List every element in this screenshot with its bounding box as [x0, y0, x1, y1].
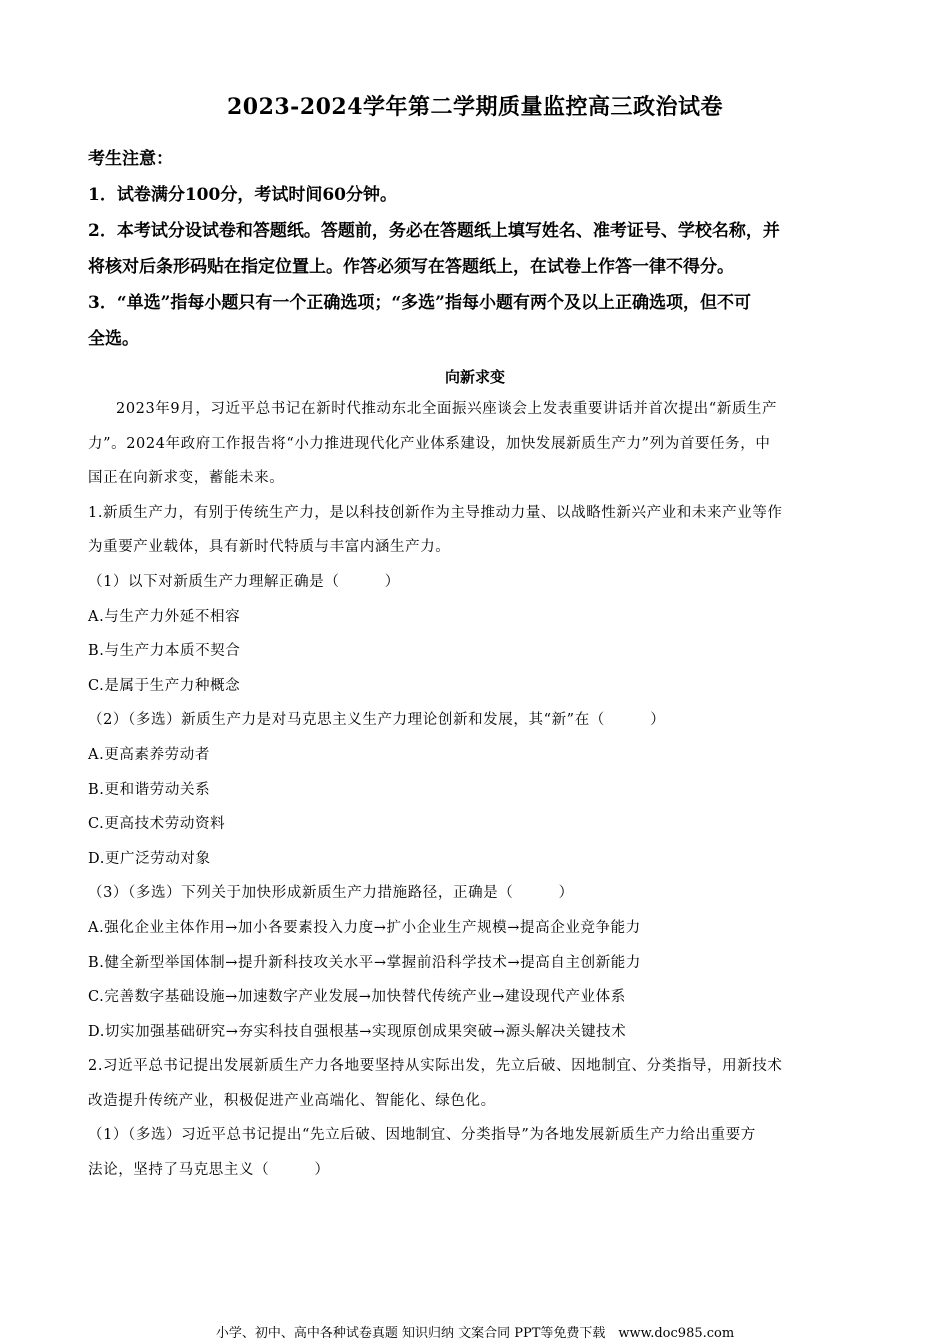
option: C.是属于生产力种概念	[88, 677, 241, 694]
option: A.强化企业主体作用→加小各要素投入力度→扩小企业生产规模→提高企业竞争能力	[88, 919, 641, 936]
subquestion: （1）（多选）习近平总书记提出“先立后破、因地制宜、分类指导”为各地发展新质生产力给出重要方	[88, 1127, 756, 1144]
question-body	[88, 392, 863, 1188]
question-stem: 1.新质生产力，有别于传统生产力，是以科技创新作为主导推动力量、以战略性新兴产业和未来产业等作	[88, 504, 783, 521]
notice-line: 全选。	[88, 329, 139, 349]
notice-line: 3．“单选”指每小题只有一个正确选项；“多选”指每小题有两个及以上正确选项，但不可	[88, 293, 751, 313]
option: A.更高素养劳动者	[88, 746, 210, 763]
option: D.切实加强基础研究→夯实科技自强根基→实现原创成果突破→源头解决关键技术	[88, 1023, 627, 1040]
section-title: 向新求变	[444, 368, 505, 386]
subquestion: （3）（多选）下列关于加快形成新质生产力措施路径，正确是（ ）	[88, 885, 574, 902]
intro-line: 力”。2024年政府工作报告将“小力推进现代化产业体系建设，加快发展新质生产力”列为首要任务，中	[88, 435, 771, 452]
intro-line: 国正在向新求变，蓄能未来。	[88, 470, 285, 487]
page-title: 2023-2024学年第二学期质量监控高三政治试卷	[226, 94, 724, 120]
intro-line: 2023年9月，习近平总书记在新时代推动东北全面振兴座谈会上发表重要讲话并首次提出“新质生产	[116, 401, 778, 417]
subquestion: （2）（多选）新质生产力是对马克思主义生产力理论创新和发展，其“新”在（ ）	[88, 712, 666, 729]
question-stem: 为重要产业载体，具有新时代特质与丰富内涵生产力。	[88, 539, 451, 556]
notice-heading: 考生注意：	[88, 149, 173, 169]
option: B.与生产力本质不契合	[88, 643, 241, 660]
option: B.更和谐劳动关系	[88, 781, 211, 798]
question-stem: 2.习近平总书记提出发展新质生产力各地要坚持从实际出发，先立后破、因地制宜、分类指导，用新技术	[88, 1058, 783, 1075]
exam-notice	[88, 141, 868, 357]
notice-line: 2．本考试分设试卷和答题纸。答题前，务必在答题纸上填写姓名、准考证号、学校名称，并	[88, 221, 780, 241]
notice-line: 1．试卷满分100分，考试时间60分钟。	[88, 185, 397, 205]
footer-ad: 小学、初中、高中各种试卷真题 知识归纳 文案合同 PPT等免费下载 www.doc985.com	[215, 1326, 735, 1341]
notice-line: 将核对后条形码贴在指定位置上。作答必须写在答题纸上，在试卷上作答一律不得分。	[88, 257, 734, 277]
option: A.与生产力外延不相容	[88, 608, 241, 625]
option: C.完善数字基础设施→加速数字产业发展→加快替代传统产业→建设现代产业体系	[88, 989, 626, 1006]
option: B.健全新型举国体制→提升新科技攻关水平→掌握前沿科学技术→提高自主创新能力	[88, 954, 642, 971]
subquestion: （1）以下对新质生产力理解正确是（ ）	[88, 573, 400, 590]
question-stem: 改造提升传统产业，积极促进产业高端化、智能化、绿色化。	[88, 1092, 496, 1109]
option: C.更高技术劳动资料	[88, 816, 226, 833]
option: D.更广泛劳动对象	[88, 850, 211, 867]
subquestion: 法论，坚持了马克思主义（ ）	[88, 1162, 330, 1179]
